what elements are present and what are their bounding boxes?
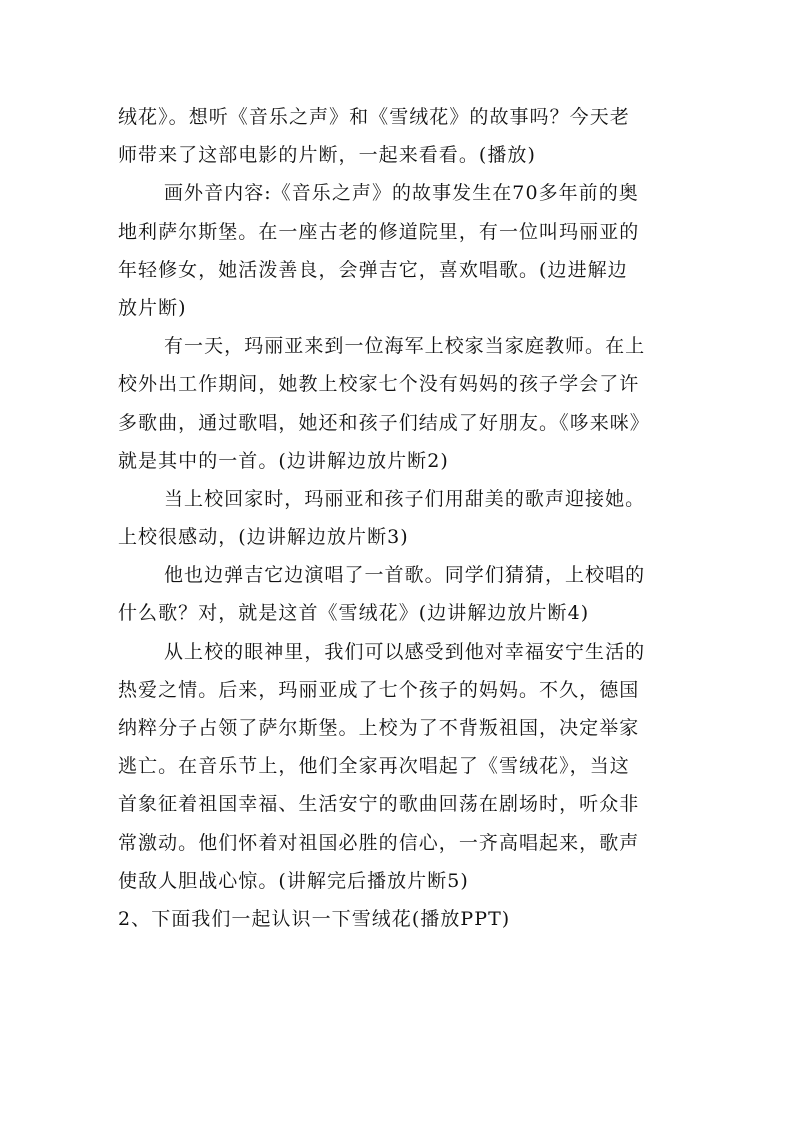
text-line: 使敌人胆战心惊。(讲解完后播放片断5) <box>118 869 469 892</box>
text-line: 当上校回家时，玛丽亚和孩子们用甜美的歌声迎接她。 <box>164 487 646 510</box>
text-line: 从上校的眼神里，我们可以感受到他对幸福安宁生活的 <box>164 640 646 663</box>
text-line: 2、下面我们一起认识一下雪绒花(播放PPT) <box>118 907 511 930</box>
text-line: 逃亡。在音乐节上，他们全家再次唱起了《雪绒花》，当这 <box>118 755 630 778</box>
document-body <box>118 98 678 938</box>
text-line: 有一天，玛丽亚来到一位海军上校家当家庭教师。在上 <box>164 335 646 358</box>
text-line: 就是其中的一首。(边讲解边放片断2) <box>118 449 449 472</box>
text-line: 他也边弹吉它边演唱了一首歌。同学们猜猜，上校唱的 <box>164 564 646 587</box>
text-line: 师带来了这部电影的片断，一起来看看。(播放) <box>118 144 536 167</box>
text-line: 校外出工作期间，她教上校家七个没有妈妈的孩子学会了许 <box>118 373 640 396</box>
text-line: 什么歌？对，就是这首《雪绒花》(边讲解边放片断4) <box>118 602 590 625</box>
text-line: 年轻修女，她活泼善良，会弹吉它，喜欢唱歌。(边进解边 <box>118 258 628 281</box>
text-line: 画外音内容:《音乐之声》的故事发生在70多年前的奥 <box>164 182 639 205</box>
text-line: 纳粹分子占领了萨尔斯堡。上校为了不背叛祖国，决定举家 <box>118 717 640 739</box>
text-line: 多歌曲，通过歌唱，她还和孩子们结成了好朋友。《哆来咪》 <box>118 411 650 434</box>
text-line: 放片断) <box>118 296 187 319</box>
text-line: 热爱之情。后来，玛丽亚成了七个孩子的妈妈。不久，德国 <box>118 678 640 701</box>
text-line: 地利萨尔斯堡。在一座古老的修道院里，有一位叫玛丽亚的 <box>118 220 640 243</box>
text-line: 首象征着祖国幸福、生活安宁的歌曲回荡在剧场时，听众非 <box>118 793 640 816</box>
text-line: 常激动。他们怀着对祖国必胜的信心，一齐高唱起来，歌声 <box>118 831 640 854</box>
text-line: 上校很感动，(边讲解边放片断3) <box>118 526 409 549</box>
text-line: 绒花》。想听《音乐之声》和《雪绒花》的故事吗？今天老 <box>118 106 630 128</box>
